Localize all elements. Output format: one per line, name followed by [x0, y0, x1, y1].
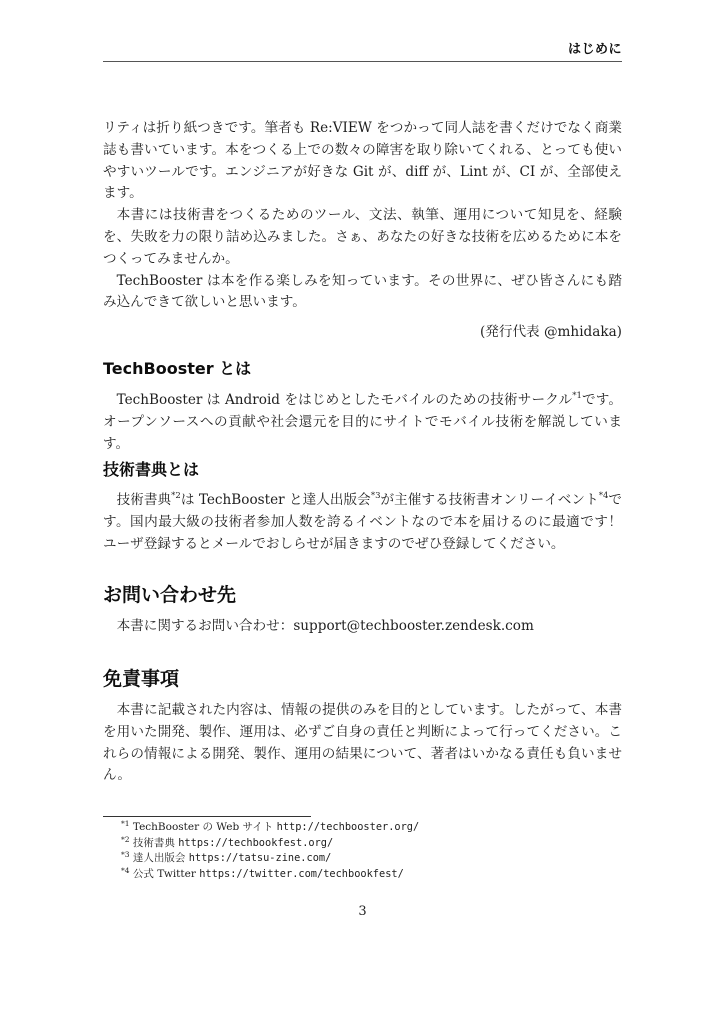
running-head: はじめに [567, 42, 622, 57]
heading-contact: お問い合わせ先 [103, 584, 237, 606]
intro-section [103, 118, 622, 344]
footnote-ref-2[interactable]: *2 [171, 491, 181, 501]
intro-paragraph-1: リティは折り紙つきです。筆者も Re:VIEW をつかって同人誌を書くだけでなく商業誌も書いています。本をつくる上での数々の障害を取り除いてくれる、とっても使いやすいツールです。エンジニアが好きな Git が、diff が、Lint が、CI が、全部使えます。 [103, 120, 622, 202]
heading-techbookfest: 技術書典とは [103, 460, 200, 479]
techbooster-paragraph: TechBooster は Android をはじめとしたモバイルのための技術サークル$^{*1}$です。オープンソースへの貢献や社会還元を目的にサイトでモバイル技術を解説しています。 [103, 391, 622, 452]
footnote-ref-1[interactable]: *1 [572, 391, 582, 401]
contact-paragraph: 本書に関するお問い合わせ：support@techbooster.zendesk.com [116, 618, 534, 634]
signature: (発行代表 @mhidaka) [479, 324, 622, 341]
footnote-4: $^{*4}$ 公式 Twitter https://twitter.com/techbookfest/ [121, 865, 404, 880]
techbookfest-paragraph: 技術書典$^{*2}$は TechBooster と達人出版会$^{*3}$が主催する技術書オンリーイベント$^{*4}$です。国内最大級の技術者参加人数を誇るイベントなので本を届けるのに最適です！ ユーザ登録するとメールでおしらせが届きますのでぜひ登録してください。 [103, 491, 623, 552]
contact-section [103, 616, 622, 638]
footnote-2: $^{*2}$ 技術書典 https://techbookfest.org/ [121, 834, 334, 849]
contact-email[interactable]: support@techbooster.zendesk.com [293, 618, 534, 634]
footnote-ref-3[interactable]: *3 [370, 491, 381, 501]
intro-paragraph-2: 本書には技術書をつくるためのツール、文法、執筆、運用について知見を、経験を、失敗を力の限り詰め込みました。さぁ、あなたの好きな技術を広めるために本をつくってみませんか。 [103, 207, 622, 267]
footnotes [121, 820, 419, 882]
footnote-link-3[interactable]: https://tatsu-zine.com/ [188, 852, 332, 864]
techbooster-section [103, 390, 622, 455]
heading-techbooster: TechBooster とは [103, 359, 252, 378]
footnote-rule [103, 816, 311, 817]
footnote-link-1[interactable]: http://techbooster.org/ [276, 821, 420, 833]
footnote-ref-4[interactable]: *4 [598, 491, 609, 501]
disclaimer-section [103, 700, 622, 787]
intro-paragraph-3: TechBooster は本を作る楽しみを知っています。その世界に、ぜひ皆さんにも踏み込んできて欲しいと思います。 [103, 272, 622, 311]
footnote-link-2[interactable]: https://techbookfest.org/ [178, 836, 334, 849]
techbookfest-section [103, 490, 622, 555]
heading-disclaimer: 免責事項 [103, 668, 180, 690]
footnote-1: $^{*1}$ TechBooster の Web サイト http://techbooster.org/ [121, 819, 420, 833]
disclaimer-paragraph: 本書に記載された内容は、情報の提供のみを目的としています。したがって、本書を用いた開発、製作、運用は、必ずご自身の責任と判断によって行ってください。これらの情報による開発、製作、運用の結果について、著者はいかなる責任も負いません。 [103, 702, 622, 784]
footnote-3: $^{*3}$ 達人出版会 https://tatsu-zine.com/ [121, 850, 332, 864]
footnote-link-4[interactable]: https://twitter.com/techbookfest/ [199, 867, 404, 880]
page-number: 3 [358, 904, 367, 919]
header-rule [103, 61, 622, 62]
